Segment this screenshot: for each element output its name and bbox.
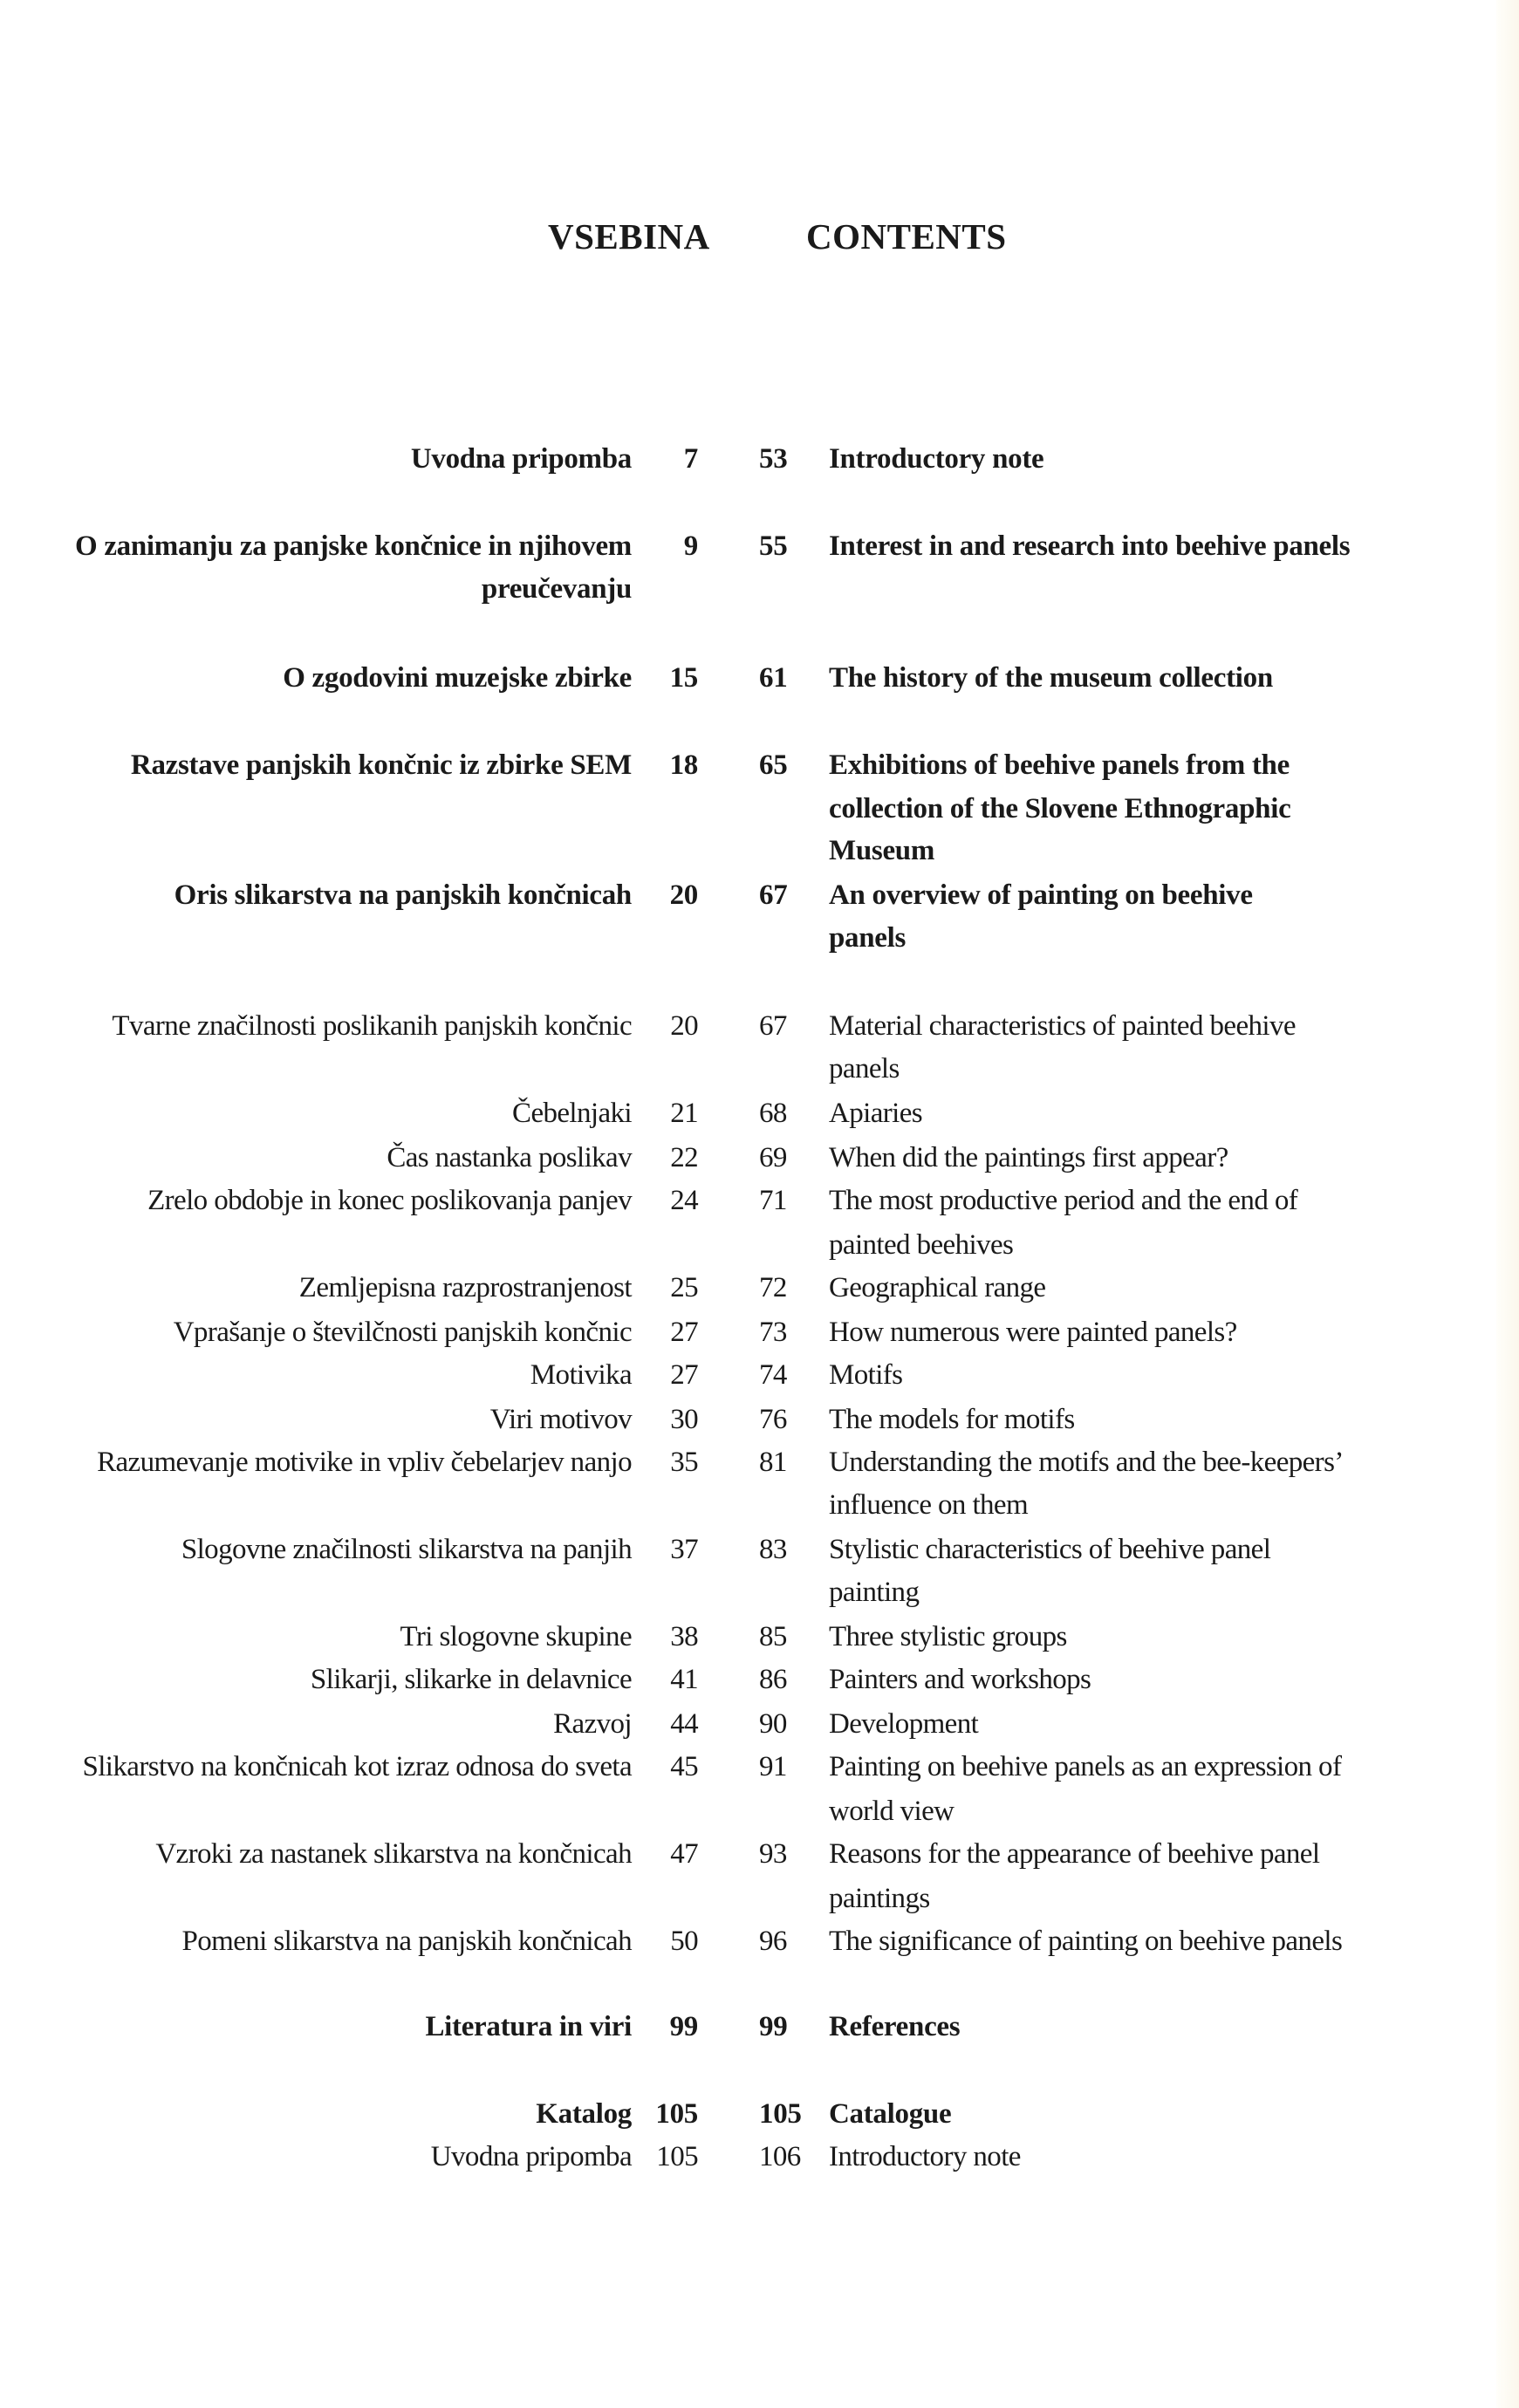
toc-entry-english-title[interactable]: Apiaries xyxy=(829,1098,922,1129)
toc-entry-english-title[interactable]: Interest in and research into beehive panels xyxy=(829,530,1351,562)
toc-entry xyxy=(0,1353,1519,1397)
toc-entry-english-title[interactable]: painting xyxy=(829,1577,920,1608)
toc-entry-english-page: 67 xyxy=(759,1010,787,1042)
toc-entry-english-title[interactable]: Introductory note xyxy=(829,2141,1021,2172)
toc-entry-slovene-title[interactable]: Vzroki za nastanek slikarstva na končnicah xyxy=(155,1838,632,1870)
toc-entry-slovene-title[interactable]: Oris slikarstva na panjskih končnicah xyxy=(174,879,632,911)
toc-entry-slovene-page: 7 xyxy=(683,443,698,475)
toc-entry-slovene-page: 20 xyxy=(669,879,698,911)
toc-entry-english-title[interactable]: Reasons for the appearance of beehive panel xyxy=(829,1838,1320,1870)
toc-entry-english-page: 53 xyxy=(759,443,788,475)
toc-entry-english-title[interactable]: Introductory note xyxy=(829,443,1044,475)
toc-entry xyxy=(0,437,1519,481)
toc-entry xyxy=(0,1528,1519,1571)
toc-entry-english-page: 105 xyxy=(759,2098,802,2130)
toc-entry xyxy=(0,1570,1519,1614)
toc-entry-english-title[interactable]: The significance of painting on beehive panels xyxy=(829,1926,1343,1957)
toc-entry-slovene-title[interactable]: Čas nastanka poslikav xyxy=(387,1142,632,1173)
toc-entry-english-page: 90 xyxy=(759,1708,787,1740)
toc-entry-english-title[interactable]: The most productive period and the end of xyxy=(829,1185,1298,1216)
toc-entry xyxy=(0,1047,1519,1091)
toc-entry xyxy=(0,567,1519,611)
toc-entry-english-title[interactable]: Painting on beehive panels as an expression of xyxy=(829,1751,1342,1782)
toc-entry-slovene-title[interactable]: Pomeni slikarstva na panjskih končnicah xyxy=(181,1926,632,1957)
toc-entry xyxy=(0,1919,1519,1963)
toc-entry-slovene-title[interactable]: Tvarne značilnosti poslikanih panjskih končnic xyxy=(112,1010,632,1042)
toc-entry xyxy=(0,1266,1519,1310)
toc-entry-english-page: 86 xyxy=(759,1664,787,1695)
toc-entry-slovene-page: 9 xyxy=(683,530,698,562)
toc-entry-english-title[interactable]: Stylistic characteristics of beehive panel xyxy=(829,1534,1271,1565)
toc-entry-english-page: 61 xyxy=(759,662,788,694)
toc-entry-slovene-page: 30 xyxy=(670,1404,698,1435)
toc-entry-slovene-page: 15 xyxy=(669,662,698,694)
toc-entry-english-title[interactable]: Painters and workshops xyxy=(829,1664,1091,1695)
toc-entry xyxy=(0,1091,1519,1135)
toc-entry-slovene-page: 35 xyxy=(670,1447,698,1478)
toc-entry-slovene-page: 37 xyxy=(670,1534,698,1565)
toc-entry-english-title[interactable]: Material characteristics of painted beehive xyxy=(829,1010,1296,1042)
toc-entry xyxy=(0,1398,1519,1441)
toc-entry-english-page: 93 xyxy=(759,1838,787,1870)
toc-entry-slovene-page: 18 xyxy=(669,749,698,781)
toc-entry-english-title[interactable]: Geographical range xyxy=(829,1272,1046,1303)
toc-entry-slovene-title[interactable]: O zgodovini muzejske zbirke xyxy=(283,662,632,694)
toc-entry-slovene-page: 20 xyxy=(670,1010,698,1042)
toc-entry-slovene-title[interactable]: Razumevanje motivike in vpliv čebelarjev nanjo xyxy=(97,1447,632,1478)
toc-entry-slovene-page: 22 xyxy=(670,1142,698,1173)
toc-entry xyxy=(0,1615,1519,1659)
toc-entry-english-title[interactable]: panels xyxy=(829,922,907,954)
toc-entry-english-title[interactable]: The history of the museum collection xyxy=(829,662,1273,694)
toc-entry-slovene-page: 41 xyxy=(670,1664,698,1695)
toc-entry-slovene-page: 50 xyxy=(670,1926,698,1957)
toc-entry-english-title[interactable]: Motifs xyxy=(829,1359,903,1391)
toc-entry-english-page: 99 xyxy=(759,2011,788,2042)
toc-entry-english-title[interactable]: How numerous were painted panels? xyxy=(829,1317,1237,1348)
toc-entry-slovene-title[interactable]: preučevanju xyxy=(481,573,632,605)
toc-entry-slovene-page: 24 xyxy=(670,1185,698,1216)
toc-entry xyxy=(0,787,1519,831)
toc-entry xyxy=(0,1877,1519,1920)
toc-entry-english-title[interactable]: Development xyxy=(829,1708,979,1740)
toc-entry-slovene-title[interactable]: Zemljepisna razprostranjenost xyxy=(298,1272,632,1303)
toc-entry-english-page: 67 xyxy=(759,879,788,911)
toc-entry-slovene-page: 105 xyxy=(656,2141,698,2172)
toc-entry xyxy=(0,916,1519,960)
toc-entry-slovene-page: 25 xyxy=(670,1272,698,1303)
toc-entry-slovene-page: 27 xyxy=(670,1317,698,1348)
toc-entry xyxy=(0,1223,1519,1267)
toc-entry xyxy=(0,1789,1519,1833)
toc-entry xyxy=(0,1658,1519,1701)
toc-entry-english-title[interactable]: painted beehives xyxy=(829,1229,1014,1261)
toc-entry-english-title[interactable]: The models for motifs xyxy=(829,1404,1075,1435)
toc-entry-english-page: 55 xyxy=(759,530,788,562)
toc-entry xyxy=(0,1745,1519,1789)
toc-entry-slovene-page: 44 xyxy=(670,1708,698,1740)
toc-entry-english-page: 81 xyxy=(759,1447,787,1478)
toc-entry-slovene-title[interactable]: Viri motivov xyxy=(489,1404,632,1435)
toc-entry xyxy=(0,2005,1519,2049)
toc-entry-slovene-page: 27 xyxy=(670,1359,698,1391)
toc-entry xyxy=(0,1004,1519,1048)
toc-entry-slovene-title[interactable]: Slogovne značilnosti slikarstva na panjih xyxy=(181,1534,632,1565)
toc-entry xyxy=(0,1483,1519,1527)
toc-entry xyxy=(0,829,1519,872)
toc-entry xyxy=(0,1702,1519,1746)
toc-entry-english-title[interactable]: An overview of painting on beehive xyxy=(829,879,1253,911)
toc-entry xyxy=(0,1179,1519,1222)
toc-entry-slovene-title[interactable]: O zanimanju za panjske končnice in njihovem xyxy=(75,530,632,562)
toc-entry-english-page: 68 xyxy=(759,1098,787,1129)
toc-entry xyxy=(0,2092,1519,2136)
toc-entry-english-page: 85 xyxy=(759,1621,787,1652)
toc-entry-slovene-title[interactable]: Razvoj xyxy=(553,1708,632,1740)
toc-entry-slovene-title[interactable]: Tri slogovne skupine xyxy=(400,1621,632,1652)
toc-entry-english-title[interactable]: Understanding the motifs and the bee-keepers’ xyxy=(829,1447,1344,1478)
toc-entry xyxy=(0,1136,1519,1180)
toc-entry-english-title[interactable]: Three stylistic groups xyxy=(829,1621,1067,1652)
title-english: CONTENTS xyxy=(806,216,1007,257)
toc-entry-slovene-title[interactable]: Motivika xyxy=(530,1359,632,1391)
toc-entry xyxy=(0,1832,1519,1876)
toc-entry-english-title[interactable]: panels xyxy=(829,1053,900,1084)
toc-entry-slovene-page: 45 xyxy=(670,1751,698,1782)
toc-entry-english-title[interactable]: world view xyxy=(829,1796,955,1827)
toc-entry-slovene-title[interactable]: Uvodna pripomba xyxy=(430,2141,632,2172)
toc-entry-slovene-title[interactable]: Katalog xyxy=(536,2098,632,2130)
toc-entry-english-page: 73 xyxy=(759,1317,787,1348)
toc-entry-slovene-title[interactable]: Literatura in viri xyxy=(425,2011,632,2042)
toc-entry xyxy=(0,656,1519,700)
toc-entry xyxy=(0,524,1519,568)
toc-entry-slovene-title[interactable]: Vprašanje o številčnosti panjskih končnic xyxy=(173,1317,632,1348)
toc-entry-english-page: 65 xyxy=(759,749,788,781)
toc-entry-english-title[interactable]: influence on them xyxy=(829,1489,1029,1521)
toc-entry-slovene-title[interactable]: Čebelnjaki xyxy=(512,1098,632,1129)
toc-entry-slovene-title[interactable]: Slikarji, slikarke in delavnice xyxy=(310,1664,632,1695)
toc-entry-slovene-title[interactable]: Zrelo obdobje in konec poslikovanja panjev xyxy=(147,1185,632,1216)
toc-entry-english-title[interactable]: Exhibitions of beehive panels from the xyxy=(829,749,1290,781)
toc-entry-english-page: 74 xyxy=(759,1359,787,1391)
toc-entry-english-page: 96 xyxy=(759,1926,787,1957)
toc-entry-english-page: 106 xyxy=(759,2141,801,2172)
toc-entry-slovene-page: 105 xyxy=(655,2098,698,2130)
toc-entry xyxy=(0,1440,1519,1484)
toc-entry-slovene-title[interactable]: Slikarstvo na končnicah kot izraz odnosa do sveta xyxy=(82,1751,632,1782)
toc-entry-slovene-page: 99 xyxy=(669,2011,698,2042)
toc-entry-slovene-page: 38 xyxy=(670,1621,698,1652)
toc-entry-english-page: 69 xyxy=(759,1142,787,1173)
toc-entry-english-title[interactable]: Catalogue xyxy=(829,2098,952,2130)
toc-entry xyxy=(0,873,1519,917)
toc-entry-english-title[interactable]: collection of the Slovene Ethnographic xyxy=(829,793,1291,824)
toc-entry-english-title[interactable]: paintings xyxy=(829,1883,930,1914)
toc-entry-slovene-title[interactable]: Razstave panjskih končnic iz zbirke SEM xyxy=(130,749,632,781)
toc-entry xyxy=(0,743,1519,787)
toc-entry-slovene-page: 21 xyxy=(670,1098,698,1129)
toc-entry-english-page: 91 xyxy=(759,1751,787,1782)
toc-entry-english-page: 71 xyxy=(759,1185,787,1216)
toc-entry xyxy=(0,1310,1519,1354)
toc-entry-english-title[interactable]: When did the paintings first appear? xyxy=(829,1142,1228,1173)
toc-entry xyxy=(0,2135,1519,2179)
toc-entry-english-page: 83 xyxy=(759,1534,787,1565)
toc-entry-english-title[interactable]: References xyxy=(829,2011,961,2042)
toc-entry-english-title[interactable]: Museum xyxy=(829,835,935,866)
toc-entry-english-page: 72 xyxy=(759,1272,787,1303)
toc-entry-english-page: 76 xyxy=(759,1404,787,1435)
toc-entry-slovene-page: 47 xyxy=(670,1838,698,1870)
title-slovene: VSEBINA xyxy=(548,216,710,257)
toc-entry-slovene-title[interactable]: Uvodna pripomba xyxy=(410,443,632,475)
